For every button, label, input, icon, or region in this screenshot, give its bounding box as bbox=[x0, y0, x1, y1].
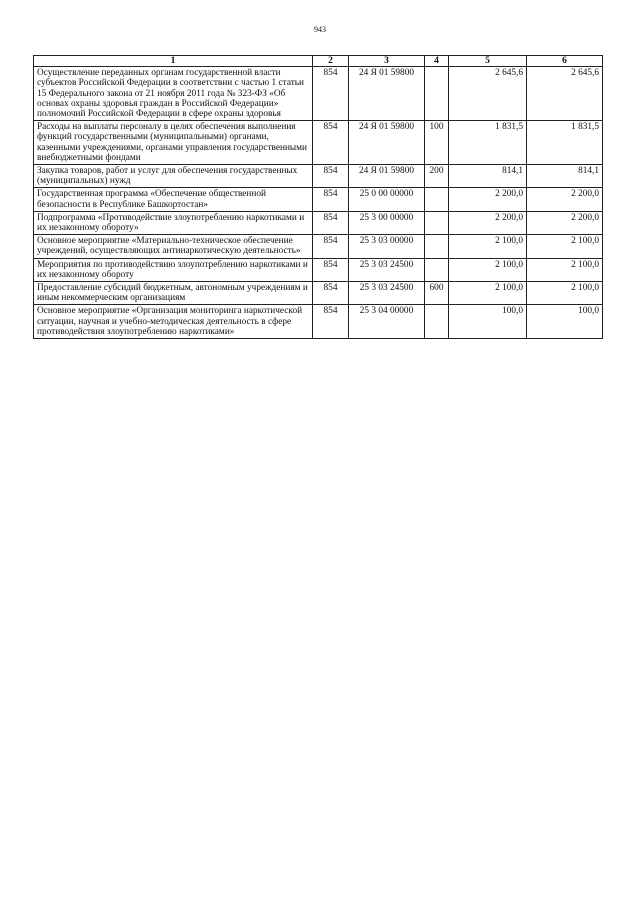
row-ministry: 854 bbox=[313, 211, 349, 234]
row-name: Закупка товаров, работ и услуг для обеспечения государственных (муниципальных) нужд bbox=[34, 165, 313, 188]
row-name: Основное мероприятие «Материально-техническое обеспечение учреждений, осуществляющих антинаркотическую деятельность» bbox=[34, 235, 313, 258]
row-ministry: 854 bbox=[313, 188, 349, 211]
row-name: Основное мероприятие «Организация мониторинга наркотической ситуации, научная и учебно-методическая деятельность в сфере противодействия злоупотреблению наркотиками» bbox=[34, 305, 313, 339]
table-row bbox=[34, 305, 603, 339]
row-amount-2: 814,1 bbox=[527, 165, 603, 188]
column-header-6: 6 bbox=[527, 56, 603, 67]
table-body bbox=[34, 67, 603, 339]
column-header-2: 2 bbox=[313, 56, 349, 67]
row-code: 25 3 00 00000 bbox=[349, 211, 425, 234]
row-amount-2: 2 200,0 bbox=[527, 188, 603, 211]
row-amount-1: 2 100,0 bbox=[449, 235, 527, 258]
column-header-5: 5 bbox=[449, 56, 527, 67]
table-header-row bbox=[34, 56, 603, 67]
row-name: Расходы на выплаты персоналу в целях обеспечения выполнения функций государственными (муниципальными) органами, казенными учреждениями, органами управления государственными внебюджетными фондами bbox=[34, 121, 313, 165]
row-name: Подпрограмма «Противодействие злоупотреблению наркотиками и их незаконному обороту» bbox=[34, 211, 313, 234]
row-code: 25 3 03 24500 bbox=[349, 258, 425, 281]
row-amount-2: 2 200,0 bbox=[527, 211, 603, 234]
row-code: 24 Я 01 59800 bbox=[349, 165, 425, 188]
row-amount-1: 1 831,5 bbox=[449, 121, 527, 165]
column-header-4: 4 bbox=[425, 56, 449, 67]
row-type bbox=[425, 305, 449, 339]
table-row bbox=[34, 165, 603, 188]
row-type: 600 bbox=[425, 282, 449, 305]
table-row bbox=[34, 211, 603, 234]
row-name: Осуществление переданных органам государственной власти субъектов Российской Федерации в соответствии с частью 1 статьи 15 Федерального закона от 21 ноября 2011 года № 323-ФЗ «Об основах охраны здоровья граждан в Российской Федерации» полномочий Российской Федерации в сфере охраны здоровья bbox=[34, 67, 313, 121]
row-amount-2: 100,0 bbox=[527, 305, 603, 339]
row-amount-2: 2 645,6 bbox=[527, 67, 603, 121]
row-ministry: 854 bbox=[313, 282, 349, 305]
row-amount-2: 1 831,5 bbox=[527, 121, 603, 165]
row-type: 200 bbox=[425, 165, 449, 188]
row-code: 25 3 03 24500 bbox=[349, 282, 425, 305]
page-number: 943 bbox=[314, 25, 326, 34]
row-type bbox=[425, 211, 449, 234]
row-amount-1: 2 200,0 bbox=[449, 211, 527, 234]
row-type bbox=[425, 258, 449, 281]
row-type bbox=[425, 235, 449, 258]
row-amount-2: 2 100,0 bbox=[527, 258, 603, 281]
row-ministry: 854 bbox=[313, 305, 349, 339]
row-type: 100 bbox=[425, 121, 449, 165]
row-amount-1: 2 645,6 bbox=[449, 67, 527, 121]
row-amount-1: 2 100,0 bbox=[449, 282, 527, 305]
row-amount-2: 2 100,0 bbox=[527, 282, 603, 305]
column-header-3: 3 bbox=[349, 56, 425, 67]
row-ministry: 854 bbox=[313, 235, 349, 258]
row-name: Государственная программа «Обеспечение общественной безопасности в Республике Башкортостан» bbox=[34, 188, 313, 211]
table-row bbox=[34, 67, 603, 121]
row-amount-1: 814,1 bbox=[449, 165, 527, 188]
row-ministry: 854 bbox=[313, 67, 349, 121]
column-header-1: 1 bbox=[34, 56, 313, 67]
row-amount-1: 2 100,0 bbox=[449, 258, 527, 281]
row-name: Мероприятия по противодействию злоупотреблению наркотиками и их незаконному обороту bbox=[34, 258, 313, 281]
row-code: 25 3 04 00000 bbox=[349, 305, 425, 339]
budget-table bbox=[33, 55, 603, 339]
row-code: 25 3 03 00000 bbox=[349, 235, 425, 258]
row-amount-1: 100,0 bbox=[449, 305, 527, 339]
row-ministry: 854 bbox=[313, 258, 349, 281]
row-code: 25 0 00 00000 bbox=[349, 188, 425, 211]
row-code: 24 Я 01 59800 bbox=[349, 67, 425, 121]
row-ministry: 854 bbox=[313, 165, 349, 188]
row-ministry: 854 bbox=[313, 121, 349, 165]
row-type bbox=[425, 67, 449, 121]
table-row bbox=[34, 258, 603, 281]
row-code: 24 Я 01 59800 bbox=[349, 121, 425, 165]
table-row bbox=[34, 121, 603, 165]
row-amount-1: 2 200,0 bbox=[449, 188, 527, 211]
table-row bbox=[34, 235, 603, 258]
row-name: Предоставление субсидий бюджетным, автономным учреждениям и иным некоммерческим организациям bbox=[34, 282, 313, 305]
row-amount-2: 2 100,0 bbox=[527, 235, 603, 258]
table-row bbox=[34, 282, 603, 305]
row-type bbox=[425, 188, 449, 211]
table-row bbox=[34, 188, 603, 211]
